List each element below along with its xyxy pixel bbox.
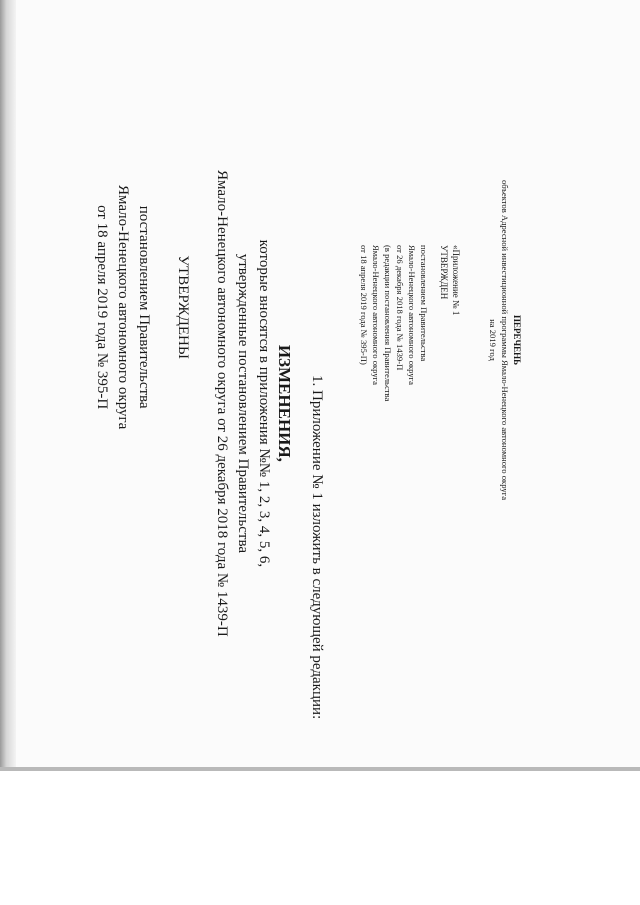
list-line2: на 2019 год — [488, 319, 498, 361]
approved-line2: Ямало-Ненецкого автономного округа — [115, 185, 131, 430]
item1-text: 1. Приложение № 1 изложить в следующей редакции: — [309, 375, 325, 720]
spacer — [154, 185, 172, 429]
approved-line3: от 18 апреля 2019 года № 395-П — [94, 205, 110, 410]
appendix-line2: УТВЕРЖДЕН — [439, 245, 449, 300]
changes-line2: утвержденные постановлением Правительства — [235, 253, 251, 554]
spacer — [430, 245, 438, 401]
appendix-line3: постановлением Правительства — [419, 245, 429, 362]
list-block — [487, 180, 523, 500]
changes-line1: которые вносятся в приложения №№ 1, 2, 3, 4, 5, 6, — [256, 239, 272, 568]
appendix-line4: Ямало-Ненецкого автономного округа — [407, 245, 417, 385]
appendix-line1: «Приложение № 1 — [451, 245, 461, 316]
changes-block — [211, 170, 295, 637]
appendix-line8: от 18 апреля 2019 года № 395-П) — [359, 245, 369, 365]
list-line1: объектов Адресной инвестиционной программы Ямало-Ненецкого автономного округа — [500, 180, 510, 501]
blank-area — [0, 771, 640, 905]
appendix-line7: Ямало-Ненецкого автономного округа — [371, 245, 381, 385]
changes-heading: ИЗМЕНЕНИЯ, — [275, 344, 294, 462]
appendix-line5: от 26 декабря 2018 года № 1439-П — [395, 245, 405, 371]
approved-line1: постановлением Правительства — [136, 205, 152, 409]
appendix-block — [358, 245, 462, 401]
page-left-shadow — [0, 0, 16, 770]
list-heading: ПЕРЕЧЕНЬ — [512, 314, 522, 366]
approved-block — [91, 185, 193, 429]
changes-line3: Ямало-Ненецкого автономного округа от 26 декабря 2018 года № 1439-П — [214, 170, 230, 637]
approved-title: УТВЕРЖДЕНЫ — [175, 255, 191, 359]
appendix-line6: (в редакции постановления Правительства — [383, 245, 393, 402]
